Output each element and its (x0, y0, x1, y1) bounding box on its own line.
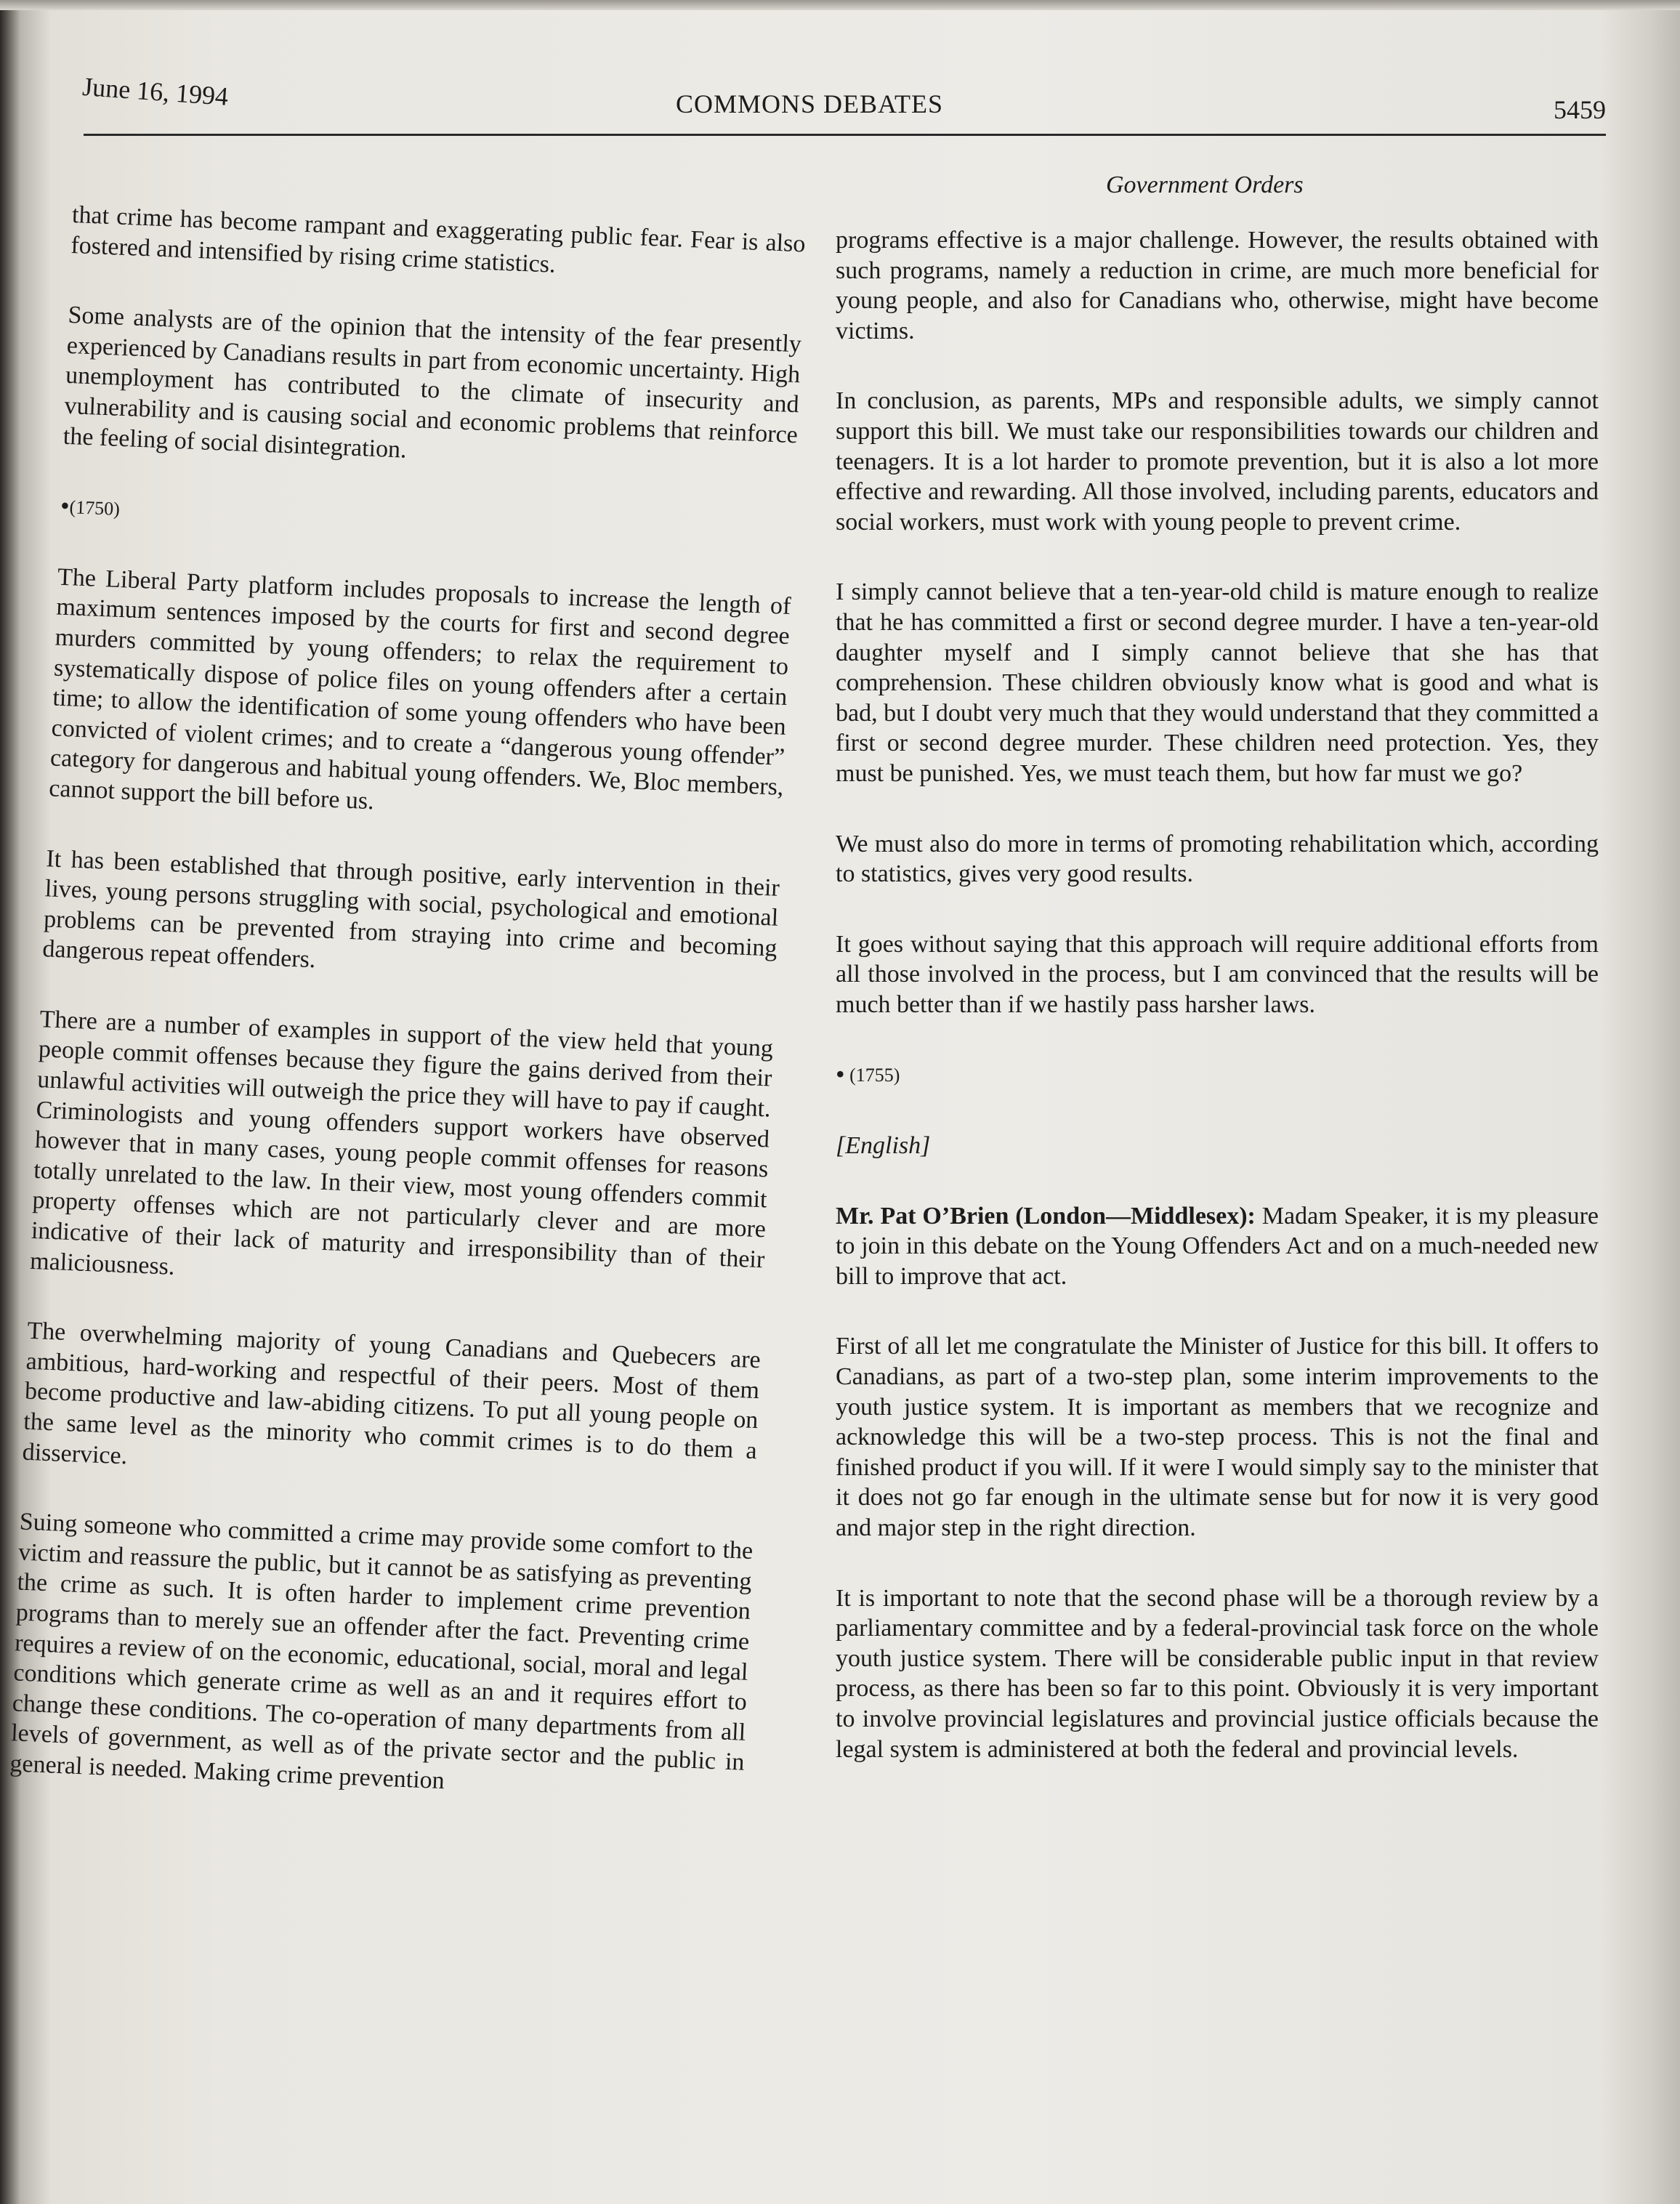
left-column (8, 200, 807, 1848)
paragraph: programs effective is a major challenge. However, the results obtained with such programs, namely a reduction in crime, are much more beneficial for young people, and also for Canadians who, otherwise, might have become victims. (836, 227, 1599, 344)
bullet-icon: • (60, 491, 70, 521)
paragraph: The overwhelming majority of young Canadians and Quebecers are ambitious, hard-working and respectful of their peers. Most of them become productive and law-abiding citizens. To put all young people on the same level as the minority who commit crimes is to do them a disservice. (22, 1317, 762, 1469)
time-marker: •(1750) (60, 491, 121, 521)
paragraph: First of all let me congratulate the Minister of Justice for this bill. It offers to Canadians, as part of a two-step plan, some interim improvements to the youth justice system. It is important as members that we recognize and acknowledge this will be a two-step process. This is not the final and finished product if you will. If it were I would simply say to the minister that it does not go far enough in the ultimate sense but for now it is very good and major step in the right direction. (836, 1333, 1599, 1541)
section-heading: Government Orders (1106, 171, 1304, 198)
paragraph: that crime has become rampant and exaggerating public fear. Fear is also fostered and intensified by rising crime statistics. (70, 201, 807, 278)
paragraph: Suing someone who committed a crime may provide some comfort to the victim and reassure the public, but it cannot be as satisfying as preventing the crime as such. It is often harder to implement crime prevention programs than to merely sue an offender after the fact. Preventing crime requires a review of on the economic, educational, social, moral and legal conditions which generate crime as well as an and it requires effort to change these conditions. The co-operation of many departments from all levels of government, as well as of the private sector and the public in general is needed. Making crime prevention (9, 1508, 754, 1795)
speaker-name: Mr. Pat O’Brien (London—Middlesex): (836, 1202, 1256, 1230)
bullet-icon: • (836, 1059, 845, 1089)
right-column (836, 225, 1599, 1804)
speaker-paragraph (836, 1201, 1599, 1292)
header-title: COMMONS DEBATES (676, 89, 944, 118)
page-header (81, 67, 1606, 136)
paragraph: The Liberal Party platform includes proposals to increase the length of maximum sentences imposed by the courts for first and second degree murders committed by young offenders; to relax the requirement to systematically dispose of police files on young offenders after a certain time; to allow the identification of some young offenders who have been convicted of violent crimes; and to create a “dangerous young offender” category for dangerous and habitual young offenders. We, Bloc members, cannot support the bill before us. (48, 563, 792, 815)
paragraph: It has been established that through positive, early intervention in their lives, young persons struggling with social, psychological and emotional problems can be prevented from straying into crime and becoming dangerous repeat offenders. (41, 844, 780, 974)
header-date: June 16, 1994 (81, 71, 230, 111)
paragraph: It is important to note that the second phase will be a thorough review by a parliamentary committee and by a federal-provincial task force on the whole youth justice system. There will be considerable public input in that review process, as there has been so far to this point. Obviously it is very important to involve provincial legislatures and provincial justice officials because the legal system is administered at both the federal and provincial levels. (836, 1584, 1599, 1763)
paragraph: Some analysts are of the opinion that the intensity of the fear presently experienced by Canadians results in part from economic uncertainty. High unemployment has contributed to the climate of insecurity and vulnerability and is causing social and economic problems that reinforce the feeling of social disintegration. (62, 302, 802, 464)
time-marker: • (1755) (836, 1059, 900, 1089)
paragraph: We must also do more in terms of promoting rehabilitation which, according to statistics, gives very good results. (836, 830, 1599, 888)
page-top-edge (0, 0, 1680, 10)
header-page-number: 5459 (1554, 95, 1606, 124)
paragraph: I simply cannot believe that a ten-year-old child is mature enough to realize that he has committed a first or second degree murder. I have a ten-year-old daughter myself and I simply cannot believe that she has that comprehension. These children obviously know what is good and what is bad, but I doubt very much that they would understand that they committed a first or second degree murder. These children need protection. Yes, they must be punished. Yes, we must teach them, but how far must we go? (836, 578, 1599, 787)
paragraph: In conclusion, as parents, MPs and responsible adults, we simply cannot support this bill. We must take our responsibilities towards our children and teenagers. It is a lot harder to promote prevention, but it is also a lot more effective and rewarding. All those involved, including parents, educators and social workers, must work with young people to prevent crime. (836, 387, 1599, 536)
paragraph: It goes without saying that this approach will require additional efforts from all those involved in the process, but I am convinced that the results will be much better than if we hastily pass harsher laws. (836, 930, 1599, 1018)
paragraph: There are a number of examples in support of the view held that young people commit offenses because they figure the gains derived from their unlawful activities will outweigh the price they will have to pay if caught. Criminologists and young offenders support workers have observed however that in many cases, young people commit offenses for reasons totally unrelated to the law. In their view, most young offenders commit property offenses which are not particularly clever and are more indicative of their lack of maturity and irresponsibility than of their maliciousness. (29, 1005, 774, 1280)
language-tag: [English] (836, 1132, 931, 1160)
paragraph-text: Madam Speaker, it is my pleasure to join in this debate on the Young Offenders Act and on a much-needed new bill to improve that act. (836, 1202, 1599, 1290)
